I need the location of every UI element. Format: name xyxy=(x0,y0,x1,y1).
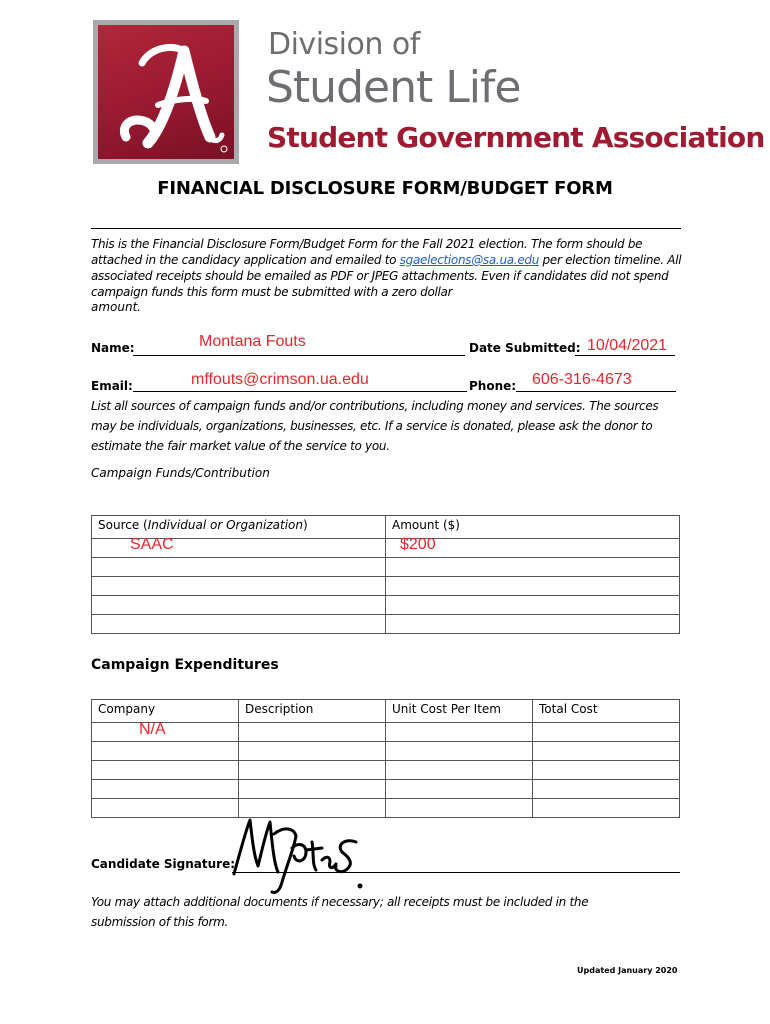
funds-amount-cell[interactable] xyxy=(386,596,680,615)
expenditures-table xyxy=(91,699,680,818)
signature-label: Candidate Signature: xyxy=(91,857,236,871)
exp-col-total-cost: Total Cost xyxy=(533,700,680,723)
funds-source-cell[interactable] xyxy=(92,615,386,634)
exp-unit-cost-cell[interactable] xyxy=(386,780,533,799)
col-source-post: ) xyxy=(303,518,308,532)
intro-pre: This is the Financial Disclosure Form/Budget Form for the Fall 2021 election. The form should be attached in the candidacy application and emailed to xyxy=(91,237,643,267)
exp-company-cell[interactable] xyxy=(92,780,239,799)
funds-amount-cell[interactable] xyxy=(386,558,680,577)
name-line xyxy=(133,355,465,356)
table-row xyxy=(92,742,680,761)
exp-unit-cost-cell[interactable] xyxy=(386,742,533,761)
intro-post: per election timeline. All associated receipts should be emailed as PDF or JPEG attachments. Even if candidates did not spend campaign funds this form must be submitted with a zero dollar xyxy=(91,253,682,299)
date-line xyxy=(575,355,675,356)
election-email-link[interactable]: sgaelections@sa.ua.edu xyxy=(399,253,540,267)
funds-source-cell[interactable] xyxy=(92,596,386,615)
funds-source-cell[interactable] xyxy=(92,536,386,558)
exp-total-cost-cell[interactable] xyxy=(533,761,680,780)
funds-col-amount: Amount ($) xyxy=(386,516,680,539)
exp-description-cell[interactable] xyxy=(239,742,386,761)
table-row xyxy=(92,780,680,799)
exp-unit-cost-cell[interactable] xyxy=(386,761,533,780)
header-student-life: Student Life xyxy=(266,62,521,113)
exp-company-cell[interactable] xyxy=(92,723,239,742)
header-division: Division of xyxy=(268,27,420,62)
title-rule xyxy=(91,228,681,229)
funds-amount-cell[interactable] xyxy=(386,615,680,634)
script-a-icon xyxy=(98,25,234,159)
table-row xyxy=(92,615,680,634)
phone-field[interactable]: 606-316-4673 xyxy=(532,371,632,388)
exp-col-company: Company xyxy=(92,700,239,723)
phone-label: Phone: xyxy=(469,379,517,393)
exp-company-cell[interactable] xyxy=(92,761,239,780)
email-line xyxy=(133,391,467,392)
exp-total-cost-cell[interactable] xyxy=(533,799,680,818)
ua-logo xyxy=(93,20,239,164)
exp-company-cell[interactable] xyxy=(92,742,239,761)
exp-description-cell[interactable] xyxy=(239,761,386,780)
table-row xyxy=(92,799,680,818)
funds-source-cell[interactable] xyxy=(92,577,386,596)
exp-company-cell[interactable] xyxy=(92,799,239,818)
funds-amount-cell[interactable] xyxy=(386,577,680,596)
funds-table xyxy=(91,515,680,634)
attachment-note: You may attach additional documents if necessary; all receipts must be included in the submission of this form. xyxy=(91,895,589,929)
email-field[interactable]: mffouts@crimson.ua.edu xyxy=(191,371,369,388)
table-row xyxy=(92,761,680,780)
table-row xyxy=(92,539,680,558)
exp-total-cost-cell[interactable] xyxy=(533,780,680,799)
expenditures-header-row xyxy=(92,700,680,723)
funds-amount-value: $200 xyxy=(400,536,436,553)
table-row xyxy=(92,558,680,577)
exp-col-unit-cost: Unit Cost Per Item xyxy=(386,700,533,723)
signature-image[interactable] xyxy=(222,812,372,898)
exp-unit-cost-cell[interactable] xyxy=(386,723,533,742)
name-field[interactable]: Montana Fouts xyxy=(199,333,306,350)
name-label: Name: xyxy=(91,341,135,355)
table-row xyxy=(92,596,680,615)
phone-line xyxy=(516,391,676,392)
date-label: Date Submitted: xyxy=(469,341,581,355)
exp-col-description: Description xyxy=(239,700,386,723)
updated-date: Updated January 2020 xyxy=(577,966,678,975)
date-field[interactable]: 10/04/2021 xyxy=(587,337,668,354)
exp-description-cell[interactable] xyxy=(239,780,386,799)
exp-total-cost-cell[interactable] xyxy=(533,742,680,761)
funds-source-value: SAAC xyxy=(130,536,174,553)
col-source-pre: Source ( xyxy=(98,518,148,532)
funds-section-label: Campaign Funds/Contribution xyxy=(91,466,270,480)
table-row xyxy=(92,723,680,742)
intro-text xyxy=(91,236,683,300)
email-label: Email: xyxy=(91,379,133,393)
intro-amount: amount. xyxy=(91,300,142,314)
funds-amount-cell[interactable] xyxy=(386,536,680,558)
exp-description-cell[interactable] xyxy=(239,723,386,742)
exp-unit-cost-cell[interactable] xyxy=(386,799,533,818)
header-sga: Student Government Association xyxy=(267,121,765,154)
expenditures-title: Campaign Expenditures xyxy=(91,657,279,673)
exp-company-value: N/A xyxy=(139,721,166,738)
col-source-italic: Individual or Organization xyxy=(147,518,303,532)
instructions-text: List all sources of campaign funds and/or contributions, including money and services. The sources may be individuals, organizations, businesses, etc. If a service is donated, please ask the donor to estimate the fair market value of the service to you. xyxy=(91,399,659,453)
funds-source-cell[interactable] xyxy=(92,558,386,577)
exp-total-cost-cell[interactable] xyxy=(533,723,680,742)
form-title: FINANCIAL DISCLOSURE FORM/BUDGET FORM xyxy=(157,178,613,199)
funds-header-row xyxy=(92,516,680,539)
table-row xyxy=(92,577,680,596)
